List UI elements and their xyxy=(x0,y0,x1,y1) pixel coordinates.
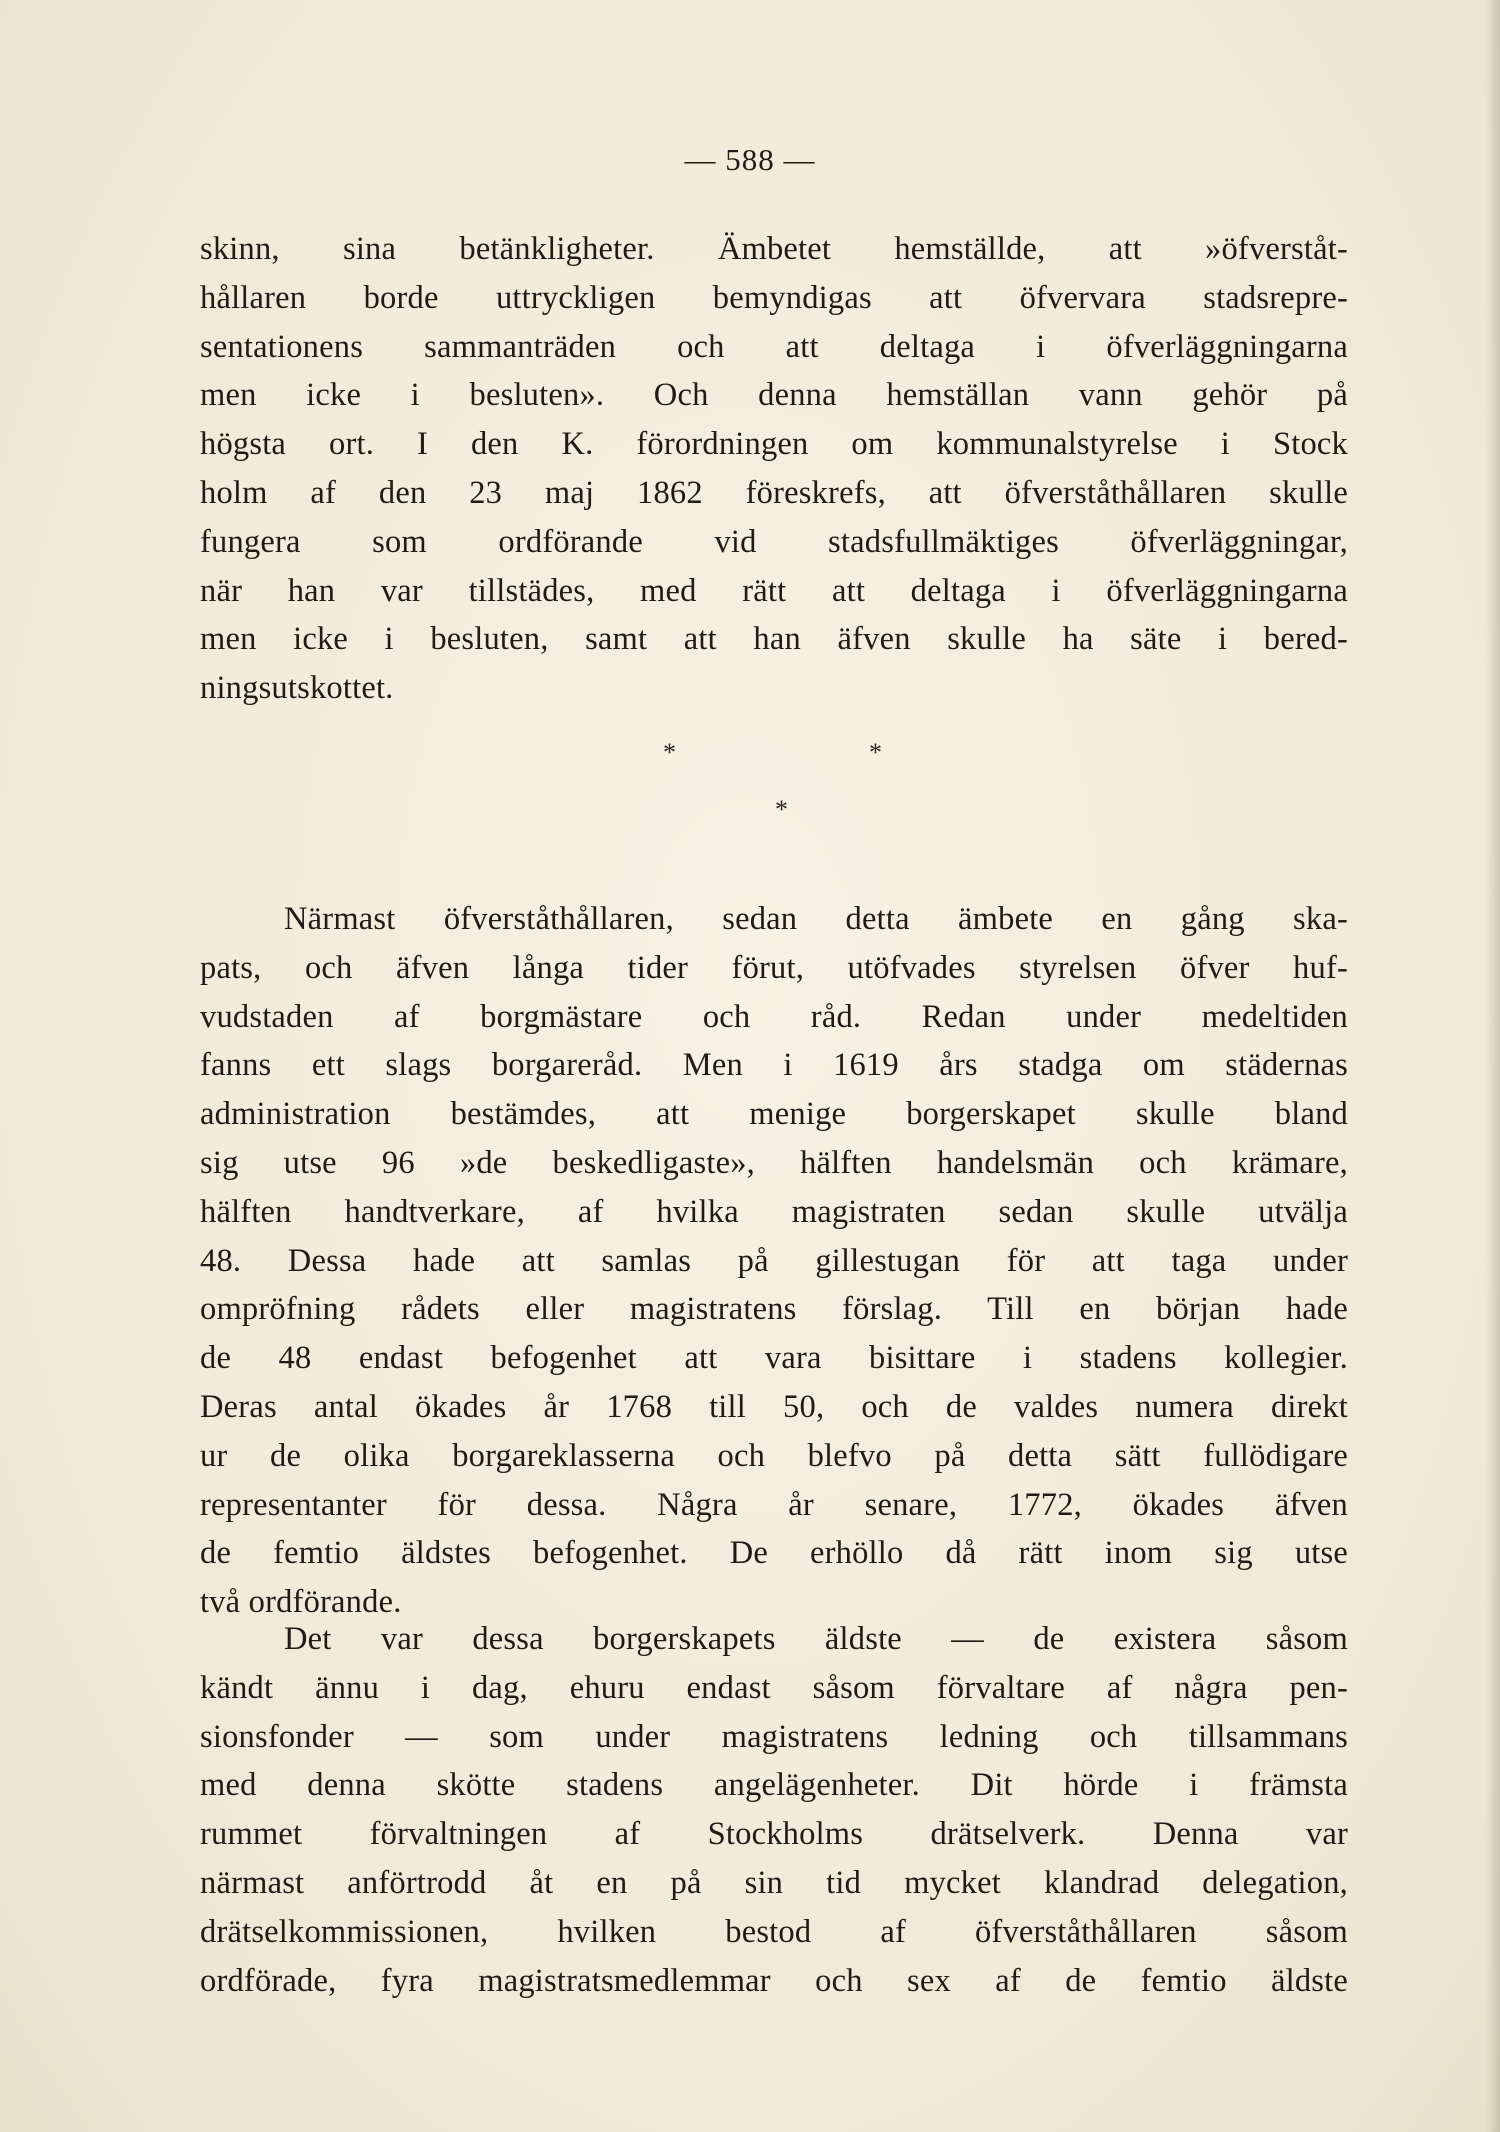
text-line: fungera som ordförande vid stadsfullmäktiges öfverläggningar, xyxy=(200,523,1348,560)
text-line: två ordförande. xyxy=(200,1584,402,1621)
text-line: 48. Dessa hade att samlas på gillestugan för att taga under xyxy=(200,1242,1348,1279)
text-line: när han var tillstädes, med rätt att deltaga i öfverläggningarna xyxy=(200,572,1348,609)
text-line: Närmast öfverståthållaren, sedan detta ämbete en gång ska- xyxy=(284,901,1348,937)
text-line: fanns ett slags borgareråd. Men i 1619 års stadga om städernas xyxy=(200,1047,1348,1084)
text-line: högsta ort. I den K. förordningen om kommunalstyrelse i Stock xyxy=(200,426,1348,463)
text-line: de 48 endast befogenhet att vara bisittare i stadens kollegier. xyxy=(200,1340,1348,1377)
paragraph-3 xyxy=(200,1615,1348,2005)
text-line: Deras antal ökades år 1768 till 50, och de valdes numera direkt xyxy=(200,1388,1348,1425)
text-line: sig utse 96 »de beskedligaste», hälften handelsmän och krämare, xyxy=(200,1144,1348,1181)
text-line: de femtio äldstes befogenhet. De erhöllo då rätt inom sig utse xyxy=(200,1535,1348,1572)
text-line: vudstaden af borgmästare och råd. Redan under medeltiden xyxy=(200,998,1348,1035)
text-line: ompröfning rådets eller magistratens förslag. Till en början hade xyxy=(200,1291,1348,1328)
text-line: närmast anförtrodd åt en på sin tid mycket klandrad delegation, xyxy=(200,1864,1348,1901)
page-number: — 588 — xyxy=(684,142,816,177)
text-line: pats, och äfven långa tider förut, utöfvades styrelsen öfver huf- xyxy=(200,949,1348,986)
text-line: representanter för dessa. Några år senare, 1772, ökades äfven xyxy=(200,1486,1348,1523)
text-line: ur de olika borgareklasserna och blefvo på detta sätt fullödigare xyxy=(200,1437,1348,1474)
section-asterisk: * xyxy=(775,795,788,824)
text-line: drätselkommissionen, hvilken bestod af öfverståthållaren såsom xyxy=(200,1913,1348,1950)
text-line: men icke i besluten». Och denna hemställan vann gehör på xyxy=(200,377,1348,414)
page-edge-shadow xyxy=(1486,0,1500,2132)
text-line: hälften handtverkare, af hvilka magistraten sedan skulle utvälja xyxy=(200,1193,1348,1230)
text-line: administration bestämdes, att menige borgerskapet skulle bland xyxy=(200,1096,1348,1133)
text-line: men icke i besluten, samt att han äfven skulle ha säte i bered- xyxy=(200,621,1348,658)
text-line: skinn, sina betänkligheter. Ämbetet hemställde, att »öfverståt- xyxy=(200,231,1348,267)
section-asterisk: * xyxy=(869,738,882,767)
text-line: Det var dessa borgerskapets äldste — de existera såsom xyxy=(284,1621,1348,1657)
text-line: ordförade, fyra magistratsmedlemmar och sex af de femtio äldste xyxy=(200,1962,1348,1999)
text-line: kändt ännu i dag, ehuru endast såsom förvaltare af några pen- xyxy=(200,1669,1348,1706)
text-line: ningsutskottet. xyxy=(200,670,394,707)
paragraph-1 xyxy=(200,225,1348,713)
text-line: med denna skötte stadens angelägenheter. Dit hörde i främsta xyxy=(200,1767,1348,1804)
text-line: holm af den 23 maj 1862 föreskrefs, att öfverståthållaren skulle xyxy=(200,474,1348,511)
paragraph-2 xyxy=(200,895,1348,1627)
text-line: sionsfonder — som under magistratens ledning och tillsammans xyxy=(200,1718,1348,1755)
text-line: rummet förvaltningen af Stockholms drätselverk. Denna var xyxy=(200,1816,1348,1853)
text-line: sentationens sammanträden och att deltaga i öfverläggningarna xyxy=(200,328,1348,365)
text-line: hållaren borde uttryckligen bemyndigas att öfvervara stadsrepre- xyxy=(200,279,1348,316)
section-asterisk: * xyxy=(663,738,676,767)
